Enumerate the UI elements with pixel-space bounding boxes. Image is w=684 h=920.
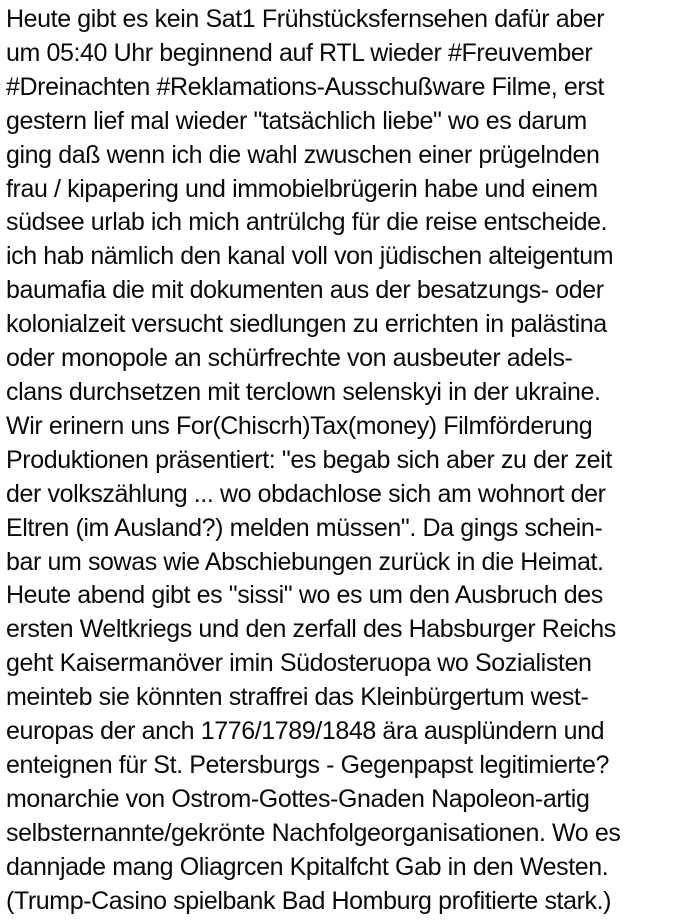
text-line: europas der anch 1776/1789/1848 ära ausplündern und: [6, 717, 605, 746]
document-text-block: [6, 3, 682, 918]
text-line: Heute abend gibt es "sissi" wo es um den Ausbruch des: [6, 581, 603, 610]
text-line: monarchie von Ostrom-Gottes-Gnaden Napoleon-artig: [6, 784, 590, 813]
text-line: ging daß wenn ich die wahl zwuschen einer prügelnden: [6, 140, 600, 169]
text-line: selbsternannte/gekrönte Nachfolgeorganisationen. Wo es: [6, 818, 621, 847]
text-line: Eltren (im Ausland?) melden müssen". Da gings schein-: [6, 513, 603, 542]
text-line: kolonialzeit versucht siedlungen zu errichten in palästina: [6, 310, 607, 339]
text-line: südsee urlab ich mich antrülchg für die reise entscheide.: [6, 208, 608, 237]
text-line: bar um sowas wie Abschiebungen zurück in die Heimat.: [6, 547, 604, 576]
text-line: Heute gibt es kein Sat1 Frühstücksfernsehen dafür aber: [6, 5, 605, 33]
text-line: ersten Weltkriegs und den zerfall des Habsburger Reichs: [6, 615, 616, 644]
text-line: dannjade mang Oliagrcen Kpitalfcht Gab in den Westen.: [6, 852, 609, 881]
text-line: geht Kaisermanöver imin Südosteruopa wo Sozialisten: [6, 649, 592, 678]
text-line: frau / kipapering und immobielbrügerin habe und einem: [6, 174, 598, 203]
text-line: um 05:40 Uhr beginnend auf RTL wieder #Freuvember: [6, 38, 593, 67]
text-line: Produktionen präsentiert: "es begab sich aber zu der zeit: [6, 445, 612, 474]
text-line: der volkszählung ... wo obdachlose sich am wohnort der: [6, 479, 606, 508]
text-line: baumafia die mit dokumenten aus der besatzungs- oder: [6, 276, 604, 305]
text-line: clans durchsetzen mit terclown selenskyi in der ukraine.: [6, 377, 601, 406]
text-line: Wir erinern uns For(Chiscrh)Tax(money) Filmförderung: [6, 411, 593, 440]
text-line: oder monopole an schürfrechte von ausbeuter adels-: [6, 344, 573, 373]
text-line: (Trump-Casino spielbank Bad Homburg profitierte stark.): [6, 886, 612, 915]
text-line: gestern lief mal wieder "tatsächlich liebe" wo es darum: [6, 106, 587, 135]
text-line: ich hab nämlich den kanal voll von jüdischen alteigentum: [6, 242, 614, 271]
text-line: enteignen für St. Petersburgs - Gegenpapst legitimierte?: [6, 750, 609, 779]
text-line: meinteb sie könnten straffrei das Kleinbürgertum west-: [6, 683, 589, 712]
text-line: #Dreinachten #Reklamations-Ausschußware Filme, erst: [6, 72, 604, 101]
